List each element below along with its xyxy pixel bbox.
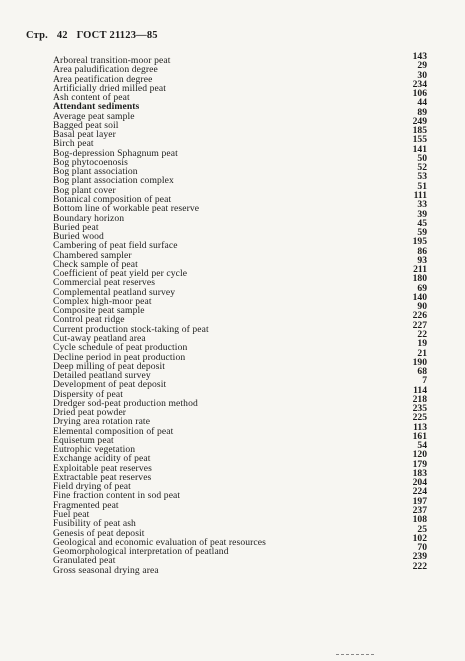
index-term: Arboreal transition-moor peat xyxy=(53,55,171,66)
index-page-number: 140 xyxy=(412,291,427,303)
index-term: Development of peat deposit xyxy=(53,379,167,391)
term-column xyxy=(53,56,383,575)
index-term: Dried peat powder xyxy=(53,407,127,419)
index-term: Gross seasonal drying area xyxy=(53,564,159,576)
index-page-number: 22 xyxy=(417,328,427,340)
index-term: Bog plant association complex xyxy=(53,175,174,187)
index-page-number: 39 xyxy=(417,208,427,220)
index-term: Ash content of peat xyxy=(53,92,130,104)
index-term: Exploitable peat reserves xyxy=(53,462,152,474)
index-term: Area paludification degree xyxy=(53,64,158,76)
index-page-number: 204 xyxy=(412,477,427,489)
index-page-number: 218 xyxy=(412,393,427,405)
index-term: Decline period in peat production xyxy=(53,351,186,363)
index-term: Deep milling of peat deposit xyxy=(53,360,166,372)
index-page-number: 197 xyxy=(412,495,427,507)
index-page-number: 102 xyxy=(412,532,427,544)
index-page-number: 211 xyxy=(413,264,427,276)
index-term: Dredger sod-peat production method xyxy=(53,397,198,409)
index-page-number: 54 xyxy=(417,440,427,452)
index-term: Coefficient of peat yield per cycle xyxy=(53,268,188,280)
index-page-number: 249 xyxy=(412,115,427,127)
index-page-number: 29 xyxy=(417,60,427,72)
index-page-number: 108 xyxy=(412,514,427,526)
index-term: Fragmented peat xyxy=(53,499,119,511)
index-page-number: 180 xyxy=(412,273,427,285)
index-page-number: 111 xyxy=(413,189,427,201)
index-term: Cut-away peatland area xyxy=(53,332,146,344)
index-term: Extractable peat reserves xyxy=(53,471,152,483)
index-page-number: 143 xyxy=(412,51,427,62)
index-page-number: 68 xyxy=(417,366,427,378)
index-term: Bog-depression Sphagnum peat xyxy=(53,147,178,159)
index-page-number: 195 xyxy=(412,236,427,248)
index-page-number: 51 xyxy=(417,180,427,192)
index-term: Current production stock-taking of peat xyxy=(53,323,209,335)
index-page-number: 226 xyxy=(412,310,427,322)
index-page-number: 44 xyxy=(417,97,427,109)
index-page-number: 7 xyxy=(422,375,427,387)
index-term: Genesis of peat deposit xyxy=(53,527,145,539)
index-page-number: 190 xyxy=(412,356,427,368)
index-page-number: 53 xyxy=(417,171,427,183)
index-term: Birch peat xyxy=(53,138,94,150)
index-term: Composite peat sample xyxy=(53,305,145,317)
index-page-number: 59 xyxy=(417,227,427,239)
index-term: Cambering of peat field surface xyxy=(53,240,178,252)
index-page-number: 106 xyxy=(412,88,427,100)
index-term: Bog phytocoenosis xyxy=(53,156,128,168)
index-page-number: 114 xyxy=(413,384,427,396)
index-page-number: 183 xyxy=(412,467,427,479)
index-page-number: 235 xyxy=(412,403,427,415)
index-page-number: 234 xyxy=(412,78,427,90)
index-term: Eutrophic vegetation xyxy=(53,444,136,456)
page-number: 42 xyxy=(56,30,68,41)
index-term: Bottom line of workable peat reserve xyxy=(53,203,200,215)
standard-designation: ГОСТ 21123—85 xyxy=(76,30,158,41)
footer-rule xyxy=(336,654,374,655)
index-page-number: 45 xyxy=(417,217,427,229)
page-header xyxy=(26,30,164,41)
index-page-number: 19 xyxy=(417,338,427,350)
index-term: Complex high-moor peat xyxy=(53,295,152,307)
index-page-number: 70 xyxy=(417,542,427,554)
index-term: Attendant sediments xyxy=(53,101,140,113)
index-term: Equisetum peat xyxy=(53,434,114,446)
index-term: Botanical composition of peat xyxy=(53,193,172,205)
index-term: Drying area rotation rate xyxy=(53,416,151,428)
index-page-number: 222 xyxy=(412,560,427,572)
index-page-number: 89 xyxy=(417,106,427,118)
index-page-number: 185 xyxy=(412,125,427,137)
index-page-number: 225 xyxy=(412,412,427,424)
index-term: Fine fraction content in sod peat xyxy=(53,490,181,502)
index-term: Basal peat layer xyxy=(53,129,116,141)
index-page-number: 141 xyxy=(412,143,427,155)
index-page-number: 30 xyxy=(417,69,427,81)
index-term: Buried wood xyxy=(53,231,104,243)
index-page-number: 113 xyxy=(413,421,427,433)
index-term: Area peatification degree xyxy=(53,73,153,85)
index-page-number: 155 xyxy=(412,134,427,146)
index-term: Chambered sampler xyxy=(53,249,132,261)
index-term: Detailed peatland survey xyxy=(53,370,151,382)
index-page-number: 21 xyxy=(417,347,427,359)
index-page-number: 69 xyxy=(417,282,427,294)
index-term: Fusibility of peat ash xyxy=(53,518,136,530)
index-page-number: 120 xyxy=(412,449,427,461)
index-term: Artificially dried milled peat xyxy=(53,82,167,94)
index-page-number: 227 xyxy=(412,319,427,331)
index-page-number: 50 xyxy=(417,152,427,164)
index-term: Boundary horizon xyxy=(53,212,125,224)
index-term: Geological and economic evaluation of peat resources xyxy=(53,536,266,548)
page-reference-column xyxy=(387,52,427,571)
index-page-number: 239 xyxy=(412,551,427,563)
index-term: Elemental composition of peat xyxy=(53,425,174,437)
index-term: Complemental peatland survey xyxy=(53,286,176,298)
index-page-number: 90 xyxy=(417,301,427,313)
index-page-number: 33 xyxy=(417,199,427,211)
index-page-number: 161 xyxy=(412,430,427,442)
index-term: Average peat sample xyxy=(53,110,135,122)
index-term: Commercial peat reserves xyxy=(53,277,156,289)
index-term: Fuel peat xyxy=(53,509,90,521)
index-page-number: 224 xyxy=(412,486,427,498)
index-term: Buried peat xyxy=(53,221,99,233)
index-term: Exchange acidity of peat xyxy=(53,453,151,465)
index-term: Cycle schedule of peat production xyxy=(53,342,188,354)
index-term: Granulated peat xyxy=(53,555,116,567)
index-page-number: 179 xyxy=(412,458,427,470)
page-label: Стр. xyxy=(26,30,48,41)
index-term: Bagged peat soil xyxy=(53,119,119,131)
index-page-number: 25 xyxy=(417,523,427,535)
index-page-number: 93 xyxy=(417,254,427,266)
index-page-number: 237 xyxy=(412,505,427,517)
index-page-number: 52 xyxy=(417,162,427,174)
index-term: Bog plant association xyxy=(53,166,138,178)
index-term: Dispersity of peat xyxy=(53,388,124,400)
index-term: Check sample of peat xyxy=(53,258,138,270)
index-term: Bog plant cover xyxy=(53,184,116,196)
index-term: Field drying of peat xyxy=(53,481,131,493)
index-term: Geomorphological interpretation of peatland xyxy=(53,546,229,558)
index-term: Control peat ridge xyxy=(53,314,125,326)
index-page-number: 86 xyxy=(417,245,427,257)
